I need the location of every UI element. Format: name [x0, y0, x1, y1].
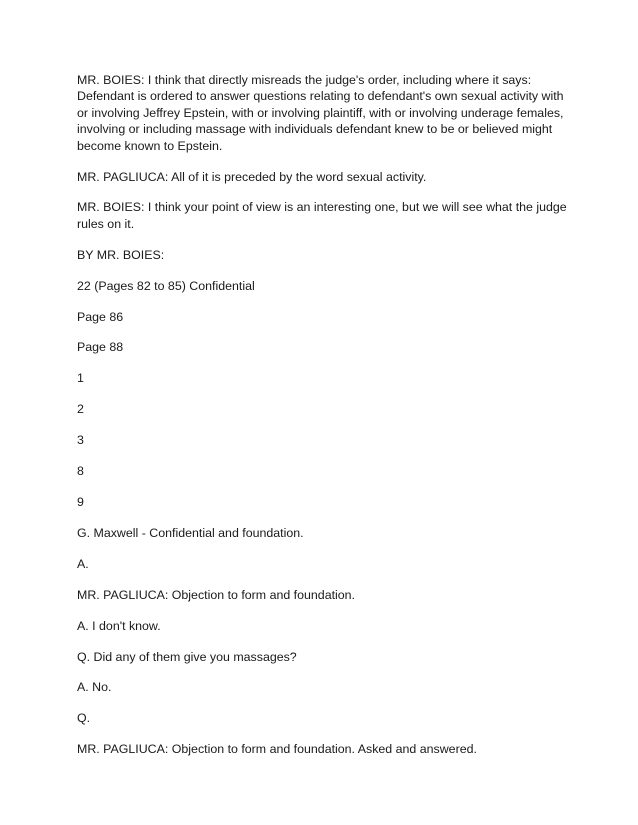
line-number-1: 1	[77, 371, 84, 386]
line-number-2: 2	[77, 402, 84, 417]
paragraph-boies-order: MR. BOIES: I think that directly misreads the judge's order, including where it says: Defendant is ordered to answer questions relating to defendant's own sexual activity with or involving Jeffrey Epstein, with or involving plaintiff, with or involving underage females, involving or including massage with individuals defendant knew to be or believed might become known to Epstein.	[77, 73, 564, 153]
line-number-3: 3	[77, 433, 84, 448]
paragraph-maxwell-confidential: G. Maxwell - Confidential and foundation.	[77, 525, 304, 540]
paragraph-page-86: Page 86	[77, 309, 124, 324]
paragraph-pagliuca-objection-asked: MR. PAGLIUCA: Objection to form and foundation. Asked and answered.	[77, 742, 477, 757]
line-number-9: 9	[77, 495, 84, 509]
paragraph-pagliuca-objection: MR. PAGLIUCA: Objection to form and foundation.	[77, 587, 356, 602]
document-body	[77, 72, 569, 772]
paragraph-answer-blank: A.	[77, 556, 89, 571]
paragraph-answer-dont-know: A. I don't know.	[77, 618, 161, 633]
paragraph-by-mr-boies: BY MR. BOIES:	[77, 247, 165, 262]
paragraph-question-blank: Q.	[77, 711, 91, 726]
paragraph-answer-no: A. No.	[77, 680, 112, 695]
line-number-8: 8	[77, 464, 84, 479]
paragraph-pagliuca-preceded: MR. PAGLIUCA: All of it is preceded by the word sexual activity.	[77, 169, 427, 184]
paragraph-page-range: 22 (Pages 82 to 85) Confidential	[77, 278, 255, 293]
paragraph-page-88: Page 88	[77, 340, 124, 355]
paragraph-question-massages: Q. Did any of them give you massages?	[77, 649, 297, 664]
paragraph-boies-point-of-view: MR. BOIES: I think your point of view is an interesting one, but we will see what the judge rules on it.	[77, 200, 567, 231]
